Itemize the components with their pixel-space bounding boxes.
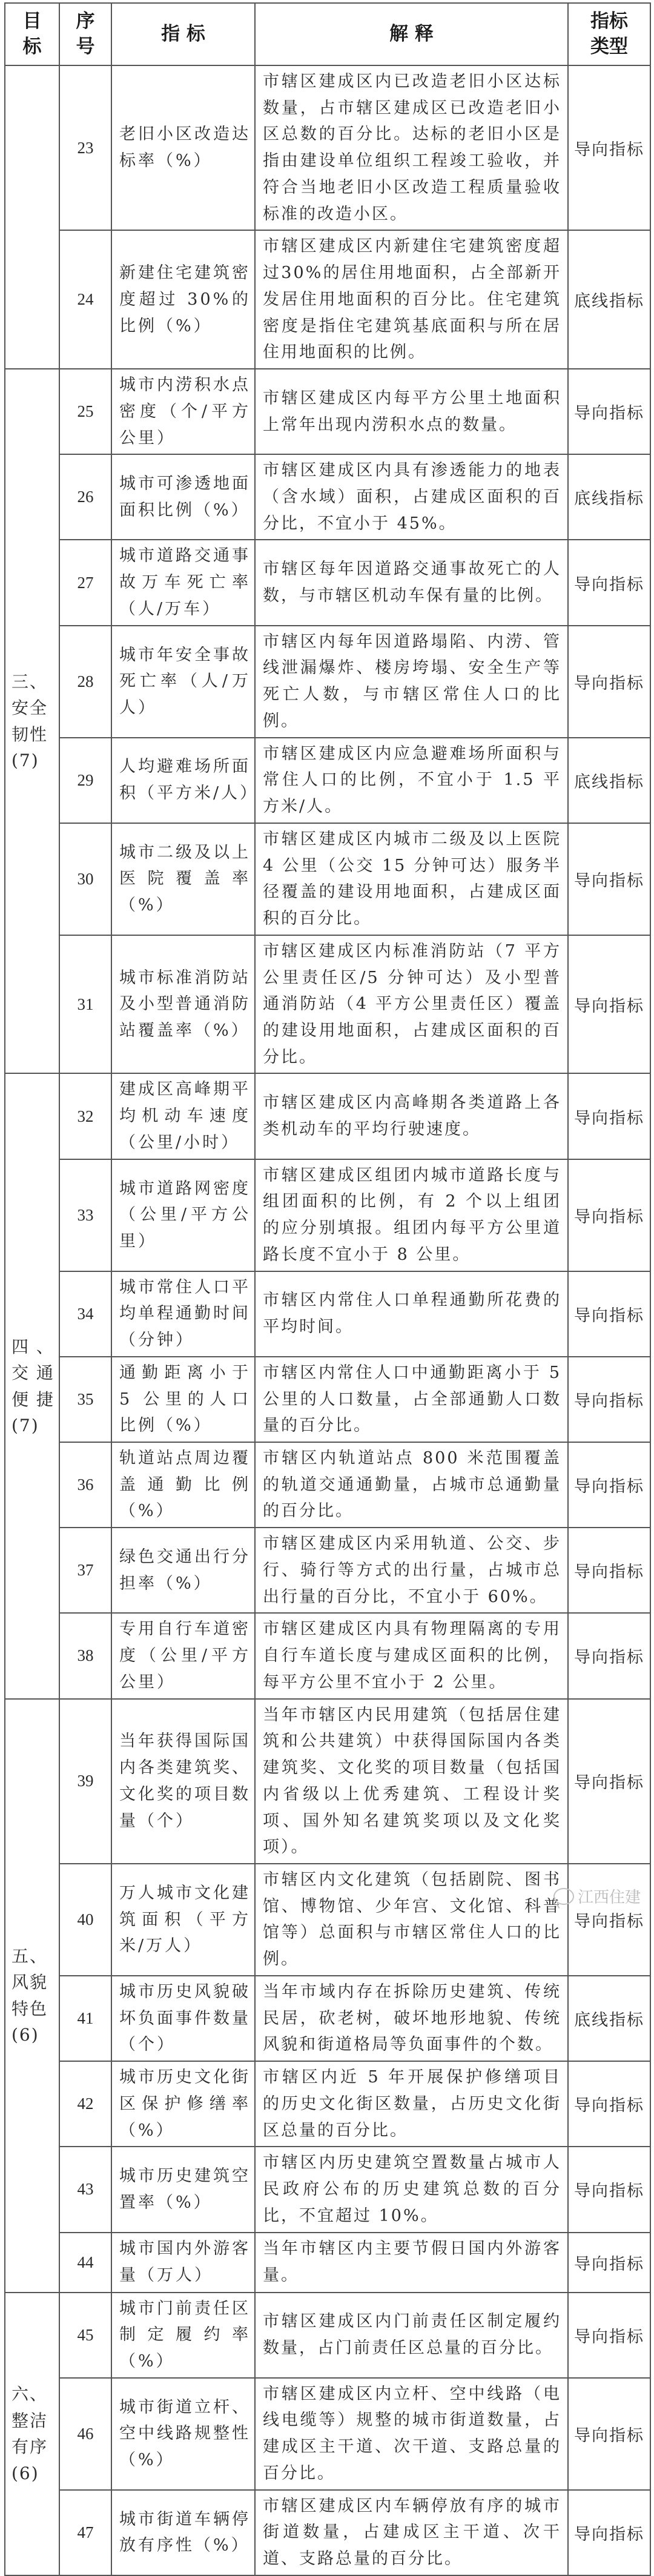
table-row xyxy=(5,230,650,369)
indicator-explanation: 市辖区内轨道站点 800 米范围覆盖的轨道交通通勤量，占城市总通勤量的百分比。 xyxy=(255,1442,568,1528)
indicator-name: 当年获得国际国内各类建筑奖、文化奖的项目数量（个） xyxy=(111,1699,255,1864)
indicator-name: 城市年安全事故死亡率（人/万人） xyxy=(111,626,255,738)
indicator-table xyxy=(4,2,651,2576)
goal-cell xyxy=(5,2293,59,2575)
indicator-name: 万人城市文化建筑面积（平方米/万人） xyxy=(111,1864,255,1976)
header-goal-line: 标 xyxy=(22,35,42,58)
indicator-name: 城市街道立杆、空中线路规整性（%） xyxy=(111,2378,255,2490)
indicator-type: 导向指标 xyxy=(568,1159,650,1271)
goal-label-line: (6) xyxy=(12,2463,39,2483)
header-seq xyxy=(59,3,111,65)
indicator-name: 城市国内外游客量（万人） xyxy=(111,2233,255,2293)
goal-label-line: 便 捷 xyxy=(12,1389,54,1409)
indicator-name: 城市历史建筑空置率（%） xyxy=(111,2147,255,2232)
indicator-name: 通勤距离小于 5 公里的人口比例（%） xyxy=(111,1357,255,1442)
indicator-type: 导向指标 xyxy=(568,1073,650,1159)
header-explanation: 解 释 xyxy=(255,3,568,65)
indicator-type: 底线指标 xyxy=(568,738,650,823)
indicator-type: 导向指标 xyxy=(568,2233,650,2293)
indicator-type: 导向指标 xyxy=(568,823,650,935)
table-row xyxy=(5,1357,650,1442)
table-row xyxy=(5,1442,650,1528)
indicator-explanation: 当年市域内存在拆除历史建筑、传统民居，砍老树，破坏地形地貌、传统风貌和街道格局等负面事件的个数。 xyxy=(255,1976,568,2061)
seq-number: 37 xyxy=(59,1528,111,1613)
table-row xyxy=(5,626,650,738)
indicator-name: 城市可渗透地面面积比例（%） xyxy=(111,454,255,540)
seq-number: 39 xyxy=(59,1699,111,1864)
goal-cell xyxy=(5,65,59,369)
indicator-type: 导向指标 xyxy=(568,65,650,230)
indicator-explanation: 市辖区建成区内立杆、空中线路（电线电缆等）规整的城市街道数量，占建成区主干道、次干道、支路总量的百分比。 xyxy=(255,2378,568,2490)
goal-cell xyxy=(5,1073,59,1698)
seq-number: 47 xyxy=(59,2490,111,2575)
table-row xyxy=(5,823,650,935)
seq-number: 28 xyxy=(59,626,111,738)
indicator-name: 绿色交通出行分担率（%） xyxy=(111,1528,255,1613)
table-body xyxy=(5,65,650,2575)
seq-number: 23 xyxy=(59,65,111,230)
indicator-name: 城市门前责任区制定履约率（%） xyxy=(111,2293,255,2378)
table-row xyxy=(5,1271,650,1357)
indicator-type: 导向指标 xyxy=(568,1864,650,1976)
indicator-type: 导向指标 xyxy=(568,1357,650,1442)
watermark-text: 江西住建 xyxy=(577,1889,641,1907)
seq-number: 27 xyxy=(59,540,111,625)
seq-number: 40 xyxy=(59,1864,111,1976)
indicator-explanation: 市辖区内常住人口中通勤距离小于 5 公里的人口数量，占全部通勤人口数量的百分比。 xyxy=(255,1357,568,1442)
indicator-type: 导向指标 xyxy=(568,369,650,454)
indicator-type: 导向指标 xyxy=(568,2490,650,2575)
table-row xyxy=(5,1073,650,1159)
indicator-type: 导向指标 xyxy=(568,1271,650,1357)
table-row xyxy=(5,454,650,540)
indicator-explanation: 市辖区建成区内新建住宅建筑密度超过30%的居住用地面积，占全部新开发居住用地面积的百分比。住宅建筑密度是指住宅建筑基底面积与所在居住用地面积的比例。 xyxy=(255,230,568,369)
indicator-explanation: 市辖区建成区内已改造老旧小区达标数量，占市辖区建成区已改造老旧小区总数的百分比。达标的老旧小区是指由建设单位组织工程竣工验收，并符合当地老旧小区改造工程质量验收标准的改造小区。 xyxy=(255,65,568,230)
table-row xyxy=(5,1159,650,1271)
indicator-name: 城市内涝积水点密度（个/平方公里） xyxy=(111,369,255,454)
seq-number: 26 xyxy=(59,454,111,540)
seq-number: 38 xyxy=(59,1613,111,1698)
goal-label-line: 整洁 xyxy=(12,2410,48,2431)
seq-number: 42 xyxy=(59,2061,111,2147)
goal-label-line: 五、 xyxy=(12,1945,48,1966)
indicator-type: 导向指标 xyxy=(568,935,650,1074)
seq-number: 43 xyxy=(59,2147,111,2232)
indicator-type: 导向指标 xyxy=(568,2147,650,2232)
seq-number: 44 xyxy=(59,2233,111,2293)
indicator-type: 底线指标 xyxy=(568,230,650,369)
seq-number: 31 xyxy=(59,935,111,1074)
indicator-name: 建成区高峰期平均机动车速度（公里/小时） xyxy=(111,1073,255,1159)
indicator-explanation: 市辖区建成区内高峰期各类道路上各类机动车的平均行驶速度。 xyxy=(255,1073,568,1159)
indicator-type: 导向指标 xyxy=(568,540,650,625)
table-row xyxy=(5,2147,650,2232)
goal-label-line: (6) xyxy=(12,2024,39,2045)
goal-label-line: (7) xyxy=(12,750,39,771)
seq-number: 32 xyxy=(59,1073,111,1159)
table-row xyxy=(5,1613,650,1698)
indicator-type: 导向指标 xyxy=(568,2293,650,2378)
indicator-name: 城市二级及以上医院覆盖率（%） xyxy=(111,823,255,935)
table-row xyxy=(5,2490,650,2575)
indicator-explanation: 市辖区建成区内应急避难场所面积与常住人口的比例，不宜小于 1.5 平方米/人。 xyxy=(255,738,568,823)
indicator-explanation: 市辖区内文化建筑（包括剧院、图书馆、博物馆、少年宫、文化馆、科普馆等）总面积与市辖区常住人口的比例。 xyxy=(255,1864,568,1976)
header-indicator: 指 标 xyxy=(111,3,255,65)
table-row xyxy=(5,2233,650,2293)
table-row xyxy=(5,738,650,823)
indicator-type: 导向指标 xyxy=(568,1442,650,1528)
indicator-explanation: 市辖区建成区内城市二级及以上医院 4 公里（公交 15 分钟可达）服务半径覆盖的建设用地面积，占建成区面积的百分比。 xyxy=(255,823,568,935)
indicator-explanation: 当年市辖区内民用建筑（包括居住建筑和公共建筑）中获得国际国内各类建筑奖、文化奖的项目数量（包括国内省级以上优秀建筑、工程设计奖项、国外知名建筑奖项以及文化奖项）。 xyxy=(255,1699,568,1864)
seq-number: 45 xyxy=(59,2293,111,2378)
table-row xyxy=(5,2061,650,2147)
header-goal xyxy=(5,3,59,65)
table-row xyxy=(5,540,650,625)
seq-number: 41 xyxy=(59,1976,111,2061)
goal-label-line: 特色 xyxy=(12,1998,48,2019)
indicator-explanation: 市辖区内常住人口单程通勤所花费的平均时间。 xyxy=(255,1271,568,1357)
goal-label-line: 风貌 xyxy=(12,1972,48,1993)
indicator-name: 城市街道车辆停放有序性（%） xyxy=(111,2490,255,2575)
goal-label-line: 安全 xyxy=(12,698,48,718)
table-row xyxy=(5,369,650,454)
table-row xyxy=(5,1864,650,1976)
indicator-explanation: 市辖区建成区内标准消防站（7 平方公里责任区/5 分钟可达）及小型普通消防站（4 平方公里责任区）覆盖的建设用地面积，占建成区面积的百分比。 xyxy=(255,935,568,1074)
indicator-type: 底线指标 xyxy=(568,1976,650,2061)
seq-number: 30 xyxy=(59,823,111,935)
indicator-name: 城市道路网密度（公里/平方公里） xyxy=(111,1159,255,1271)
indicator-type: 导向指标 xyxy=(568,1528,650,1613)
goal-cell xyxy=(5,369,59,1073)
goal-label-line: 四 、 xyxy=(12,1336,54,1357)
indicator-name: 新建住宅建筑密度超过 30%的比例（%） xyxy=(111,230,255,369)
indicator-explanation: 市辖区内历史建筑空置数量占城市人民政府公布的历史建筑总数的百分比，不宜超过 10%。 xyxy=(255,2147,568,2232)
table-row xyxy=(5,2293,650,2378)
indicator-explanation: 市辖区建成区内车辆停放有序的城市街道数量，占建成区主干道、次干道、支路总量的百分比。 xyxy=(255,2490,568,2575)
indicator-type: 底线指标 xyxy=(568,454,650,540)
indicator-type: 导向指标 xyxy=(568,2378,650,2490)
table-header-row xyxy=(5,3,650,65)
indicator-type: 导向指标 xyxy=(568,1699,650,1864)
indicator-explanation: 市辖区每年因道路交通事故死亡的人数，与市辖区机动车保有量的比例。 xyxy=(255,540,568,625)
indicator-explanation: 市辖区内每年因道路塌陷、内涝、管线泄漏爆炸、楼房垮塌、安全生产等死亡人数，与市辖区常住人口的比例。 xyxy=(255,626,568,738)
seq-number: 24 xyxy=(59,230,111,369)
goal-label-line: 有序 xyxy=(12,2437,48,2457)
indicator-explanation: 市辖区建成区内每平方公里土地面积上常年出现内涝积水点的数量。 xyxy=(255,369,568,454)
seq-number: 34 xyxy=(59,1271,111,1357)
header-seq-line: 序 xyxy=(76,10,95,32)
indicator-explanation: 市辖区建成区内具有渗透能力的地表（含水域）面积，占建成区面积的百分比，不宜小于 45%。 xyxy=(255,454,568,540)
indicator-name: 城市标准消防站及小型普通消防站覆盖率（%） xyxy=(111,935,255,1074)
indicator-name: 城市历史风貌破坏负面事件数量（个） xyxy=(111,1976,255,2061)
indicator-explanation: 市辖区建成区组团内城市道路长度与组团面积的比例，有 2 个以上组团的应分别填报。组团内每平方公里道路长度不宜小于 8 公里。 xyxy=(255,1159,568,1271)
indicator-explanation: 市辖区建成区内采用轨道、公交、步行、骑行等方式的出行量，占城市总出行量的百分比，不宜小于 60%。 xyxy=(255,1528,568,1613)
indicator-name: 城市历史文化街区保护修缮率（%） xyxy=(111,2061,255,2147)
indicator-type: 导向指标 xyxy=(568,2061,650,2147)
indicator-type: 导向指标 xyxy=(568,626,650,738)
seq-number: 46 xyxy=(59,2378,111,2490)
indicator-explanation: 市辖区建成区内具有物理隔离的专用自行车道长度与建成区面积的比例，每平方公里不宜小于 2 公里。 xyxy=(255,1613,568,1698)
header-seq-line: 号 xyxy=(76,35,95,58)
indicator-name: 人均避难场所面积（平方米/人） xyxy=(111,738,255,823)
indicator-name: 专用自行车道密度（公里/平方公里） xyxy=(111,1613,255,1698)
indicator-type: 导向指标 xyxy=(568,1613,650,1698)
seq-number: 25 xyxy=(59,369,111,454)
goal-label-line: 交 通 xyxy=(12,1363,54,1383)
seq-number: 35 xyxy=(59,1357,111,1442)
seq-number: 36 xyxy=(59,1442,111,1528)
table-row xyxy=(5,1976,650,2061)
table-row xyxy=(5,935,650,1074)
table-row xyxy=(5,65,650,230)
seq-number: 33 xyxy=(59,1159,111,1271)
indicator-name: 城市常住人口平均单程通勤时间（分钟） xyxy=(111,1271,255,1357)
indicator-name: 老旧小区改造达标率（%） xyxy=(111,65,255,230)
goal-label-line: 六、 xyxy=(12,2384,48,2405)
table-row xyxy=(5,1699,650,1864)
header-type xyxy=(568,3,650,65)
seq-number: 29 xyxy=(59,738,111,823)
table-row xyxy=(5,1528,650,1613)
header-type-line: 类型 xyxy=(590,35,628,58)
goal-label-line: 三、 xyxy=(12,671,48,692)
goal-cell xyxy=(5,1699,59,2293)
header-type-line: 指标 xyxy=(590,10,628,32)
goal-label-line: 韧性 xyxy=(12,724,48,744)
table-row xyxy=(5,2378,650,2490)
indicator-name: 轨道站点周边覆盖通勤比例（%） xyxy=(111,1442,255,1528)
indicator-explanation: 当年市辖区内主要节假日国内外游客量。 xyxy=(255,2233,568,2293)
indicator-explanation: 市辖区内近 5 年开展保护修缮项目的历史文化街区数量，占历史文化街区总量的百分比。 xyxy=(255,2061,568,2147)
header-goal-line: 目 xyxy=(22,10,42,32)
indicator-explanation: 市辖区建成区内门前责任区制定履约数量，占门前责任区总量的百分比。 xyxy=(255,2293,568,2378)
indicator-name: 城市道路交通事故万车死亡率（人/万车） xyxy=(111,540,255,625)
goal-label-line: (7) xyxy=(12,1415,39,1435)
wechat-bubble-icon xyxy=(553,1888,574,1905)
watermark xyxy=(553,1885,641,1907)
